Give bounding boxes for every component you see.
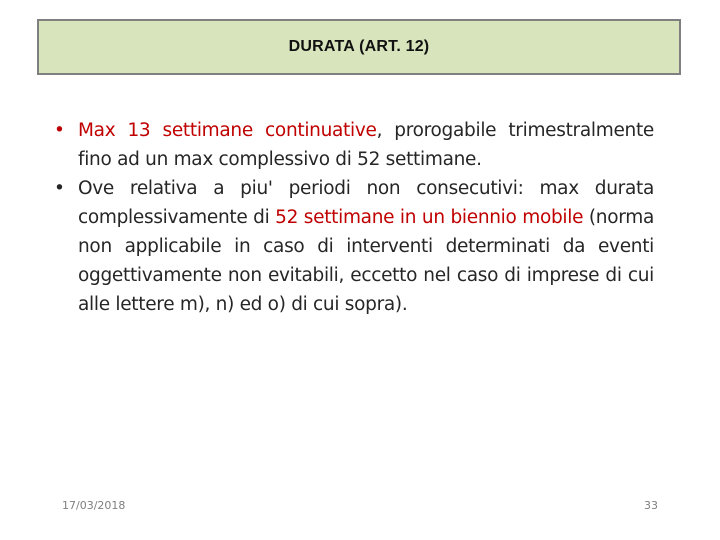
slide-title: DURATA (ART. 12) (288, 38, 430, 55)
bullet-marker-icon: • (54, 178, 65, 199)
bullet-1-text: , prorogabile trimestralmente fino ad un max complessivo di 52 settimane. (78, 120, 654, 170)
slide-title-box (37, 19, 681, 75)
footer-date: 17/03/2018 (62, 499, 126, 512)
bullet-2-text-end: (norma non applicabile in caso di interventi determinati da eventi oggettivamente non evitabili, eccetto nel caso di imprese di cui alle lettere m), n) ed o) di cui sopra). (78, 207, 654, 315)
bullet-2-highlight: 52 settimane in un biennio mobile (275, 207, 584, 228)
bullet-2-text-start: Ove relativa a piu' periodi non consecutivi: max durata complessivamente di (78, 178, 654, 228)
bullet-marker-icon: • (54, 120, 65, 141)
bullet-list (48, 116, 654, 319)
bullet-item-2 (48, 174, 654, 319)
bullet-1-highlight: Max 13 settimane continuative (78, 120, 377, 141)
bullet-item-1 (48, 116, 654, 174)
page-number: 33 (644, 499, 658, 512)
